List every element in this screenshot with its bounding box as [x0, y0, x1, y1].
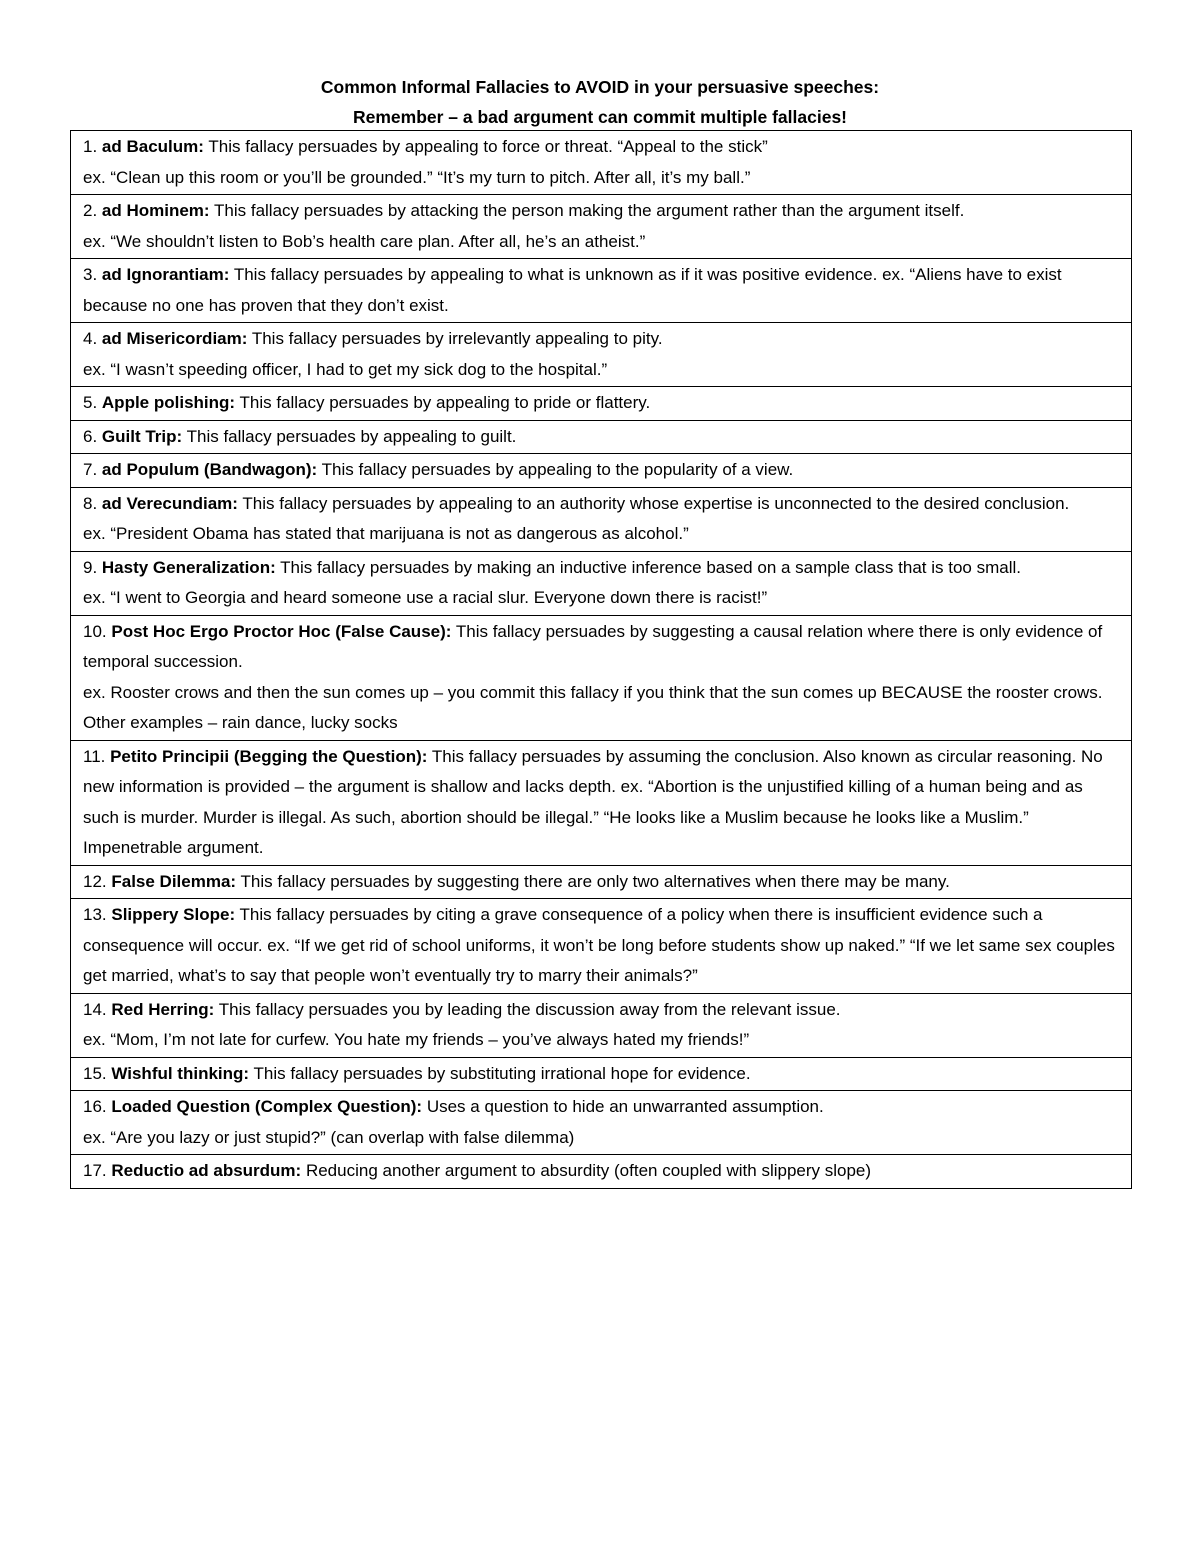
- fallacy-definition: [83, 455, 1121, 486]
- fallacy-number: 13.: [83, 905, 112, 924]
- fallacy-example: [83, 678, 1121, 739]
- fallacy-text: This fallacy persuades by appealing to the popularity of a view.: [317, 460, 794, 479]
- fallacy-definition: [83, 742, 1121, 864]
- fallacy-text: ex. “I wasn’t speeding officer, I had to get my sick dog to the hospital.”: [83, 359, 608, 379]
- fallacy-text: This fallacy persuades by making an inductive inference based on a sample class that is too small.: [275, 557, 1021, 577]
- fallacy-term: False Dilemma:: [111, 871, 237, 891]
- fallacy-number: 14.: [83, 999, 112, 1019]
- fallacy-definition: [83, 388, 1121, 419]
- fallacy-definition: [83, 553, 1121, 584]
- fallacy-term: Reductio ad absurdum:: [111, 1161, 302, 1180]
- document-title: [70, 72, 1130, 132]
- fallacy-number: 12.: [83, 871, 112, 891]
- fallacy-definition: [83, 1059, 1121, 1090]
- fallacy-example: [83, 583, 1121, 614]
- fallacy-row: [71, 866, 1131, 900]
- fallacy-term: Wishful thinking:: [111, 1063, 250, 1083]
- fallacy-definition: [83, 324, 1121, 355]
- fallacy-term: Petito Principii (Begging the Question):: [110, 746, 428, 766]
- fallacy-table: [70, 130, 1132, 1189]
- fallacy-row: [71, 131, 1131, 195]
- fallacy-row: [71, 195, 1131, 259]
- fallacy-text: This fallacy persuades by irrelevantly appealing to pity.: [247, 329, 663, 348]
- fallacy-definition: [83, 900, 1121, 992]
- fallacy-row: [71, 994, 1131, 1058]
- fallacy-definition: [83, 617, 1121, 678]
- fallacy-term: Post Hoc Ergo Proctor Hoc (False Cause):: [111, 621, 452, 641]
- fallacy-term: Apple polishing:: [101, 393, 236, 412]
- fallacy-text: This fallacy persuades by appealing to pride or flattery.: [235, 393, 651, 412]
- fallacy-term: Hasty Generalization:: [101, 557, 276, 577]
- fallacy-definition: [83, 489, 1121, 520]
- fallacy-text: This fallacy persuades by suggesting there are only two alternatives when there may be many.: [236, 871, 950, 891]
- fallacy-row: [71, 488, 1131, 552]
- fallacy-number: 17.: [83, 1161, 112, 1180]
- fallacy-example: [83, 1025, 1121, 1056]
- fallacy-number: 7.: [83, 460, 102, 479]
- fallacy-text: ex. “Clean up this room or you’ll be grounded.” “It’s my turn to pitch. After all, it’s my ball.”: [83, 167, 751, 187]
- title-line-1: Common Informal Fallacies to AVOID in your persuasive speeches:: [320, 77, 880, 97]
- fallacy-row: [71, 323, 1131, 387]
- fallacy-row: [71, 454, 1131, 488]
- fallacy-number: 11.: [83, 746, 111, 766]
- fallacy-text: Uses a question to hide an unwarranted assumption.: [422, 1097, 824, 1116]
- fallacy-term: Guilt Trip:: [101, 426, 183, 446]
- fallacy-number: 3.: [83, 265, 102, 284]
- fallacy-number: 15.: [83, 1063, 112, 1083]
- fallacy-number: 5.: [83, 393, 102, 412]
- fallacy-example: [83, 163, 1121, 194]
- fallacy-number: 6.: [83, 426, 102, 446]
- fallacy-text: This fallacy persuades by substituting irrational hope for evidence.: [249, 1063, 751, 1083]
- fallacy-definition: [83, 995, 1121, 1026]
- fallacy-number: 10.: [83, 621, 112, 641]
- fallacy-example: [83, 1123, 1121, 1154]
- fallacy-text: ex. “Are you lazy or just stupid?” (can overlap with false dilemma): [83, 1127, 575, 1147]
- fallacy-definition: [83, 260, 1121, 321]
- fallacy-term: ad Misericordiam:: [101, 329, 248, 348]
- fallacy-number: 9.: [83, 557, 102, 577]
- fallacy-number: 2.: [83, 201, 102, 220]
- fallacy-text: ex. “We shouldn’t listen to Bob’s health care plan. After all, he’s an atheist.”: [83, 231, 646, 251]
- fallacy-term: ad Ignorantiam:: [101, 265, 230, 284]
- fallacy-text: This fallacy persuades by appealing to what is unknown as if it was positive evidence. ex. “Aliens have to exist because no one has proven that they don’t exist.: [83, 265, 1062, 315]
- fallacy-definition: [83, 867, 1121, 898]
- fallacy-definition: [83, 1092, 1121, 1123]
- fallacy-row: [71, 1155, 1131, 1189]
- fallacy-term: ad Verecundiam:: [101, 493, 238, 513]
- fallacy-row: [71, 421, 1131, 455]
- fallacy-row: [71, 741, 1131, 866]
- fallacy-example: [83, 227, 1121, 258]
- fallacy-text: This fallacy persuades by suggesting a causal relation where there is only evidence of temporal succession.: [83, 621, 1103, 671]
- fallacy-definition: [83, 422, 1121, 453]
- fallacy-text: ex. “Mom, I’m not late for curfew. You hate my friends – you’ve always hated my friends!”: [83, 1030, 750, 1049]
- fallacy-text: Reducing another argument to absurdity (often coupled with slippery slope): [301, 1161, 872, 1180]
- fallacy-text: This fallacy persuades by assuming the conclusion. Also known as circular reasoning. No new information is provided – the argument is shallow and lacks depth. ex. “Abortion is the unjustified killing of a human being and as such is murder. Murder is illegal. As such, abortion should be illegal.” “He looks like a Muslim because he looks like a Muslim.” Impenetrable argument.: [83, 746, 1103, 857]
- fallacy-text: ex. Rooster crows and then the sun comes up – you commit this fallacy if you think that the sun comes up BECAUSE the rooster crows. Other examples – rain dance, lucky socks: [83, 682, 1103, 732]
- fallacy-term: ad Baculum:: [101, 137, 204, 156]
- fallacy-text: This fallacy persuades by appealing to guilt.: [182, 426, 517, 446]
- fallacy-row: [71, 387, 1131, 421]
- fallacy-term: Slippery Slope:: [111, 905, 236, 924]
- fallacy-definition: [83, 196, 1121, 227]
- fallacy-example: [83, 519, 1121, 550]
- fallacy-row: [71, 259, 1131, 323]
- fallacy-row: [71, 552, 1131, 616]
- title-line-2: Remember – a bad argument can commit multiple fallacies!: [352, 107, 848, 127]
- fallacy-text: This fallacy persuades you by leading the discussion away from the relevant issue.: [214, 999, 841, 1019]
- fallacy-text: This fallacy persuades by appealing to an authority whose expertise is unconnected to the desired conclusion.: [237, 493, 1070, 513]
- fallacy-number: 4.: [83, 329, 102, 348]
- fallacy-row: [71, 616, 1131, 741]
- fallacy-text: This fallacy persuades by citing a grave consequence of a policy when there is insufficient evidence such a consequence will occur. ex. “If we get rid of school uniforms, it won’t be long before students show up naked.” “If we let same sex couples get married, what’s to say that people won’t eventually try to marry their animals?”: [83, 905, 1115, 985]
- fallacy-row: [71, 899, 1131, 994]
- fallacy-definition: [83, 1156, 1121, 1187]
- fallacy-definition: [83, 132, 1121, 163]
- fallacy-text: ex. “I went to Georgia and heard someone use a racial slur. Everyone down there is racist!”: [83, 588, 768, 607]
- fallacy-row: [71, 1058, 1131, 1092]
- fallacy-example: [83, 355, 1121, 386]
- fallacy-text: This fallacy persuades by attacking the person making the argument rather than the argument itself.: [209, 201, 965, 220]
- fallacy-text: This fallacy persuades by appealing to force or threat. “Appeal to the stick”: [203, 137, 768, 156]
- fallacy-number: 16.: [83, 1097, 112, 1116]
- fallacy-number: 1.: [83, 137, 102, 156]
- fallacy-term: ad Populum (Bandwagon):: [101, 460, 318, 479]
- fallacy-row: [71, 1091, 1131, 1155]
- fallacy-number: 8.: [83, 493, 102, 513]
- fallacy-text: ex. “President Obama has stated that marijuana is not as dangerous as alcohol.”: [83, 524, 689, 543]
- fallacy-term: Loaded Question (Complex Question):: [111, 1097, 423, 1116]
- fallacy-term: ad Hominem:: [101, 201, 210, 220]
- fallacy-term: Red Herring:: [111, 999, 215, 1019]
